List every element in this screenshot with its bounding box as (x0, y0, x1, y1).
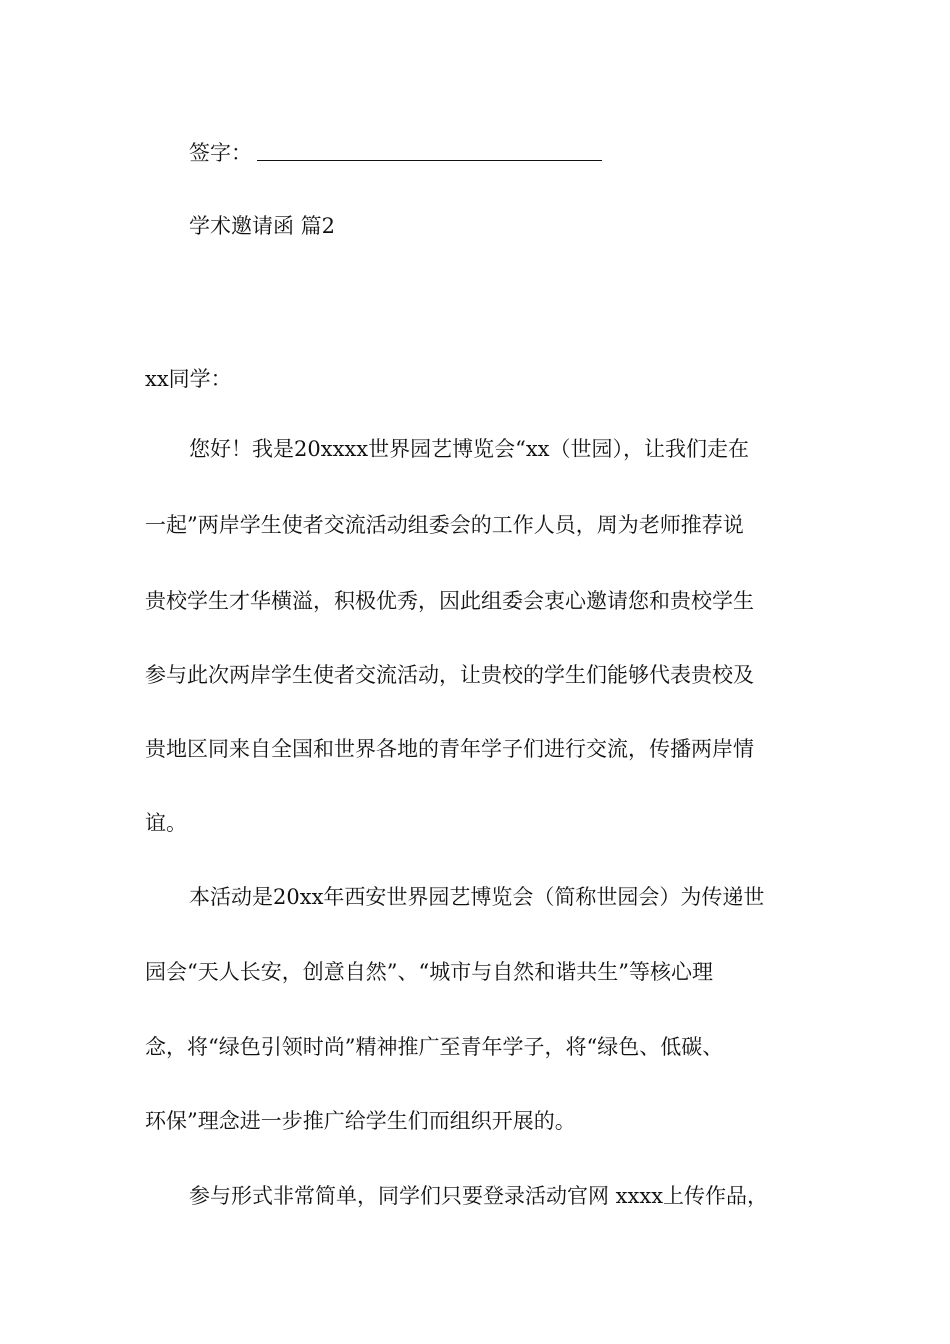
paragraph-2-line-1: 本活动是20xx年西安世界园艺博览会（简称世园会）为传递世 (189, 885, 765, 909)
paragraph-1-line-2: 一起”两岸学生使者交流活动组委会的工作人员，周为老师推荐说 (145, 513, 744, 537)
salutation: xx同学： (145, 367, 232, 391)
paragraph-1-line-5: 贵地区同来自全国和世界各地的青年学子们进行交流，传播两岸情 (145, 737, 754, 761)
paragraph-3-line-1: 参与形式非常简单，同学们只要登录活动官网 xxxx上传作品， (189, 1184, 769, 1208)
paragraph-2-line-3: 念，将“绿色引领时尚”精神推广至青年学子，将“绿色、低碳、 (145, 1035, 724, 1059)
section-heading: 学术邀请函 篇2 (189, 214, 336, 238)
signature-underline (257, 160, 602, 161)
paragraph-1-line-4: 参与此次两岸学生使者交流活动，让贵校的学生们能够代表贵校及 (145, 663, 754, 687)
paragraph-1-line-3: 贵校学生才华横溢，积极优秀，因此组委会衷心邀请您和贵校学生 (145, 589, 754, 613)
paragraph-1-line-6: 谊。 (145, 811, 187, 835)
paragraph-2-line-2: 园会“天人长安，创意自然”、“城市与自然和谐共生”等核心理 (145, 960, 713, 984)
paragraph-1-line-1: 您好！我是20xxxx世界园艺博览会“xx（世园），让我们走在 (189, 437, 750, 461)
signature-label: 签字： (189, 141, 252, 165)
paragraph-2-line-4: 环保”理念进一步推广给学生们而组织开展的。 (145, 1109, 576, 1133)
